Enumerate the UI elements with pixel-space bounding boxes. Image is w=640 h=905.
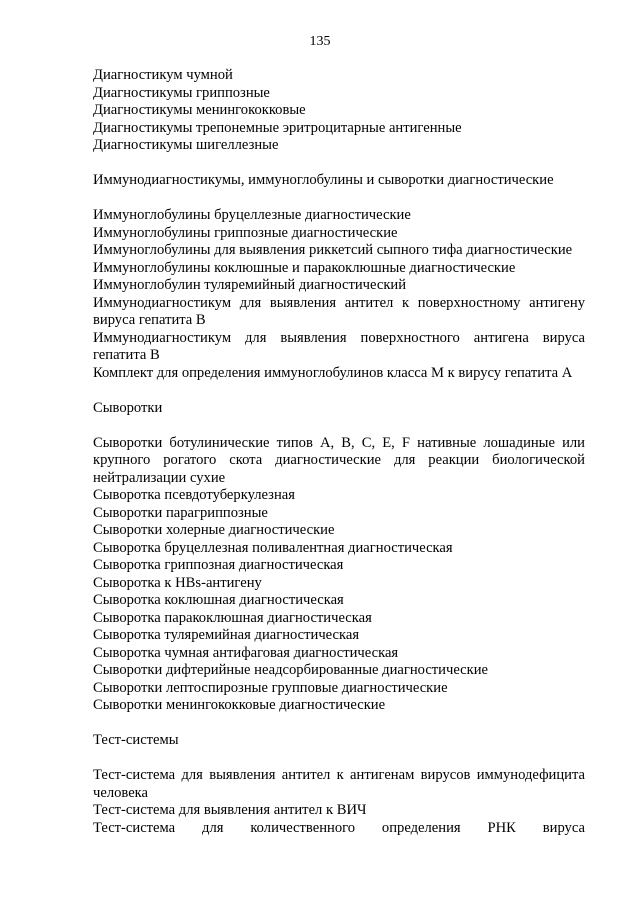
list-item: Иммунодиагностикум для выявления антител к поверхностному антигену вируса гепатита В bbox=[93, 294, 585, 328]
spacer bbox=[93, 715, 585, 733]
spacer bbox=[93, 190, 585, 208]
list-item: Диагностикумы гриппозные bbox=[93, 84, 270, 101]
spacer bbox=[93, 417, 585, 435]
list-item: Сыворотка бруцеллезная поливалентная диагностическая bbox=[93, 539, 453, 556]
list-item: Сыворотки лептоспирозные групповые диагностические bbox=[93, 679, 448, 696]
spacer bbox=[93, 382, 585, 400]
list-item: Тест-система для выявления антител к антигенам вирусов иммунодефицита человека bbox=[93, 767, 585, 801]
list-item: Иммуноглобулины гриппозные диагностические bbox=[93, 224, 398, 241]
list-item: Диагностикумы менингококковые bbox=[93, 102, 306, 118]
list-item: Диагностикум чумной bbox=[93, 67, 233, 83]
list-item: Сыворотка чумная антифаговая диагностическая bbox=[93, 644, 399, 661]
list-item: Сыворотка паракоклюшная диагностическая bbox=[93, 609, 372, 626]
spacer bbox=[93, 155, 585, 173]
list-item: Сыворотки парагриппозные bbox=[93, 504, 268, 521]
page-number: 135 bbox=[309, 34, 331, 49]
section-heading-tests: Тест-системы bbox=[93, 732, 179, 748]
list-item: Сыворотки менингококковые диагностические bbox=[93, 697, 386, 713]
list-item: Сыворотки холерные диагностические bbox=[93, 522, 335, 538]
document-body bbox=[93, 67, 585, 837]
section-heading-immuno: Иммунодиагностикумы, иммуноглобулины и сыворотки диагностические bbox=[93, 172, 554, 188]
list-item: Сыворотка коклюшная диагностическая bbox=[93, 592, 344, 608]
list-item: Иммунодиагностикум для выявления поверхностного антигена вируса гепатита В bbox=[93, 329, 585, 363]
list-item: Комплект для определения иммуноглобулинов класса М к вирусу гепатита А bbox=[93, 364, 573, 381]
list-item: Иммуноглобулины бруцеллезные диагностические bbox=[93, 207, 411, 223]
list-item: Сыворотки дифтерийные неадсорбированные диагностические bbox=[93, 662, 489, 678]
list-item: Сыворотка туляремийная диагностическая bbox=[93, 627, 360, 643]
list-item: Иммуноглобулины для выявления риккетсий сыпного тифа диагностические bbox=[93, 242, 573, 258]
list-item: Иммуноглобулины коклюшные и паракоклюшные диагностические bbox=[93, 259, 516, 276]
list-item: Тест-система для выявления антител к ВИЧ bbox=[93, 802, 367, 818]
list-item: Диагностикумы шигеллезные bbox=[93, 137, 279, 153]
spacer bbox=[93, 750, 585, 768]
section-heading-serums: Сыворотки bbox=[93, 399, 163, 416]
list-item: Тест-система для количественного определения РНК вируса bbox=[93, 819, 585, 836]
list-item: Сыворотки ботулинические типов А, В, С, Е, F нативные лошадиные или крупного рогатого скота диагностические для реакции биологической нейтрализации сухие bbox=[93, 434, 585, 486]
list-item: Сыворотка гриппозная диагностическая bbox=[93, 557, 344, 573]
list-item: Диагностикумы трепонемные эритроцитарные антигенные bbox=[93, 119, 462, 136]
list-item: Сыворотка к НВs-антигену bbox=[93, 574, 262, 591]
list-item: Сыворотка псевдотуберкулезная bbox=[93, 487, 295, 503]
list-item: Иммуноглобулин туляремийный диагностический bbox=[93, 277, 407, 293]
